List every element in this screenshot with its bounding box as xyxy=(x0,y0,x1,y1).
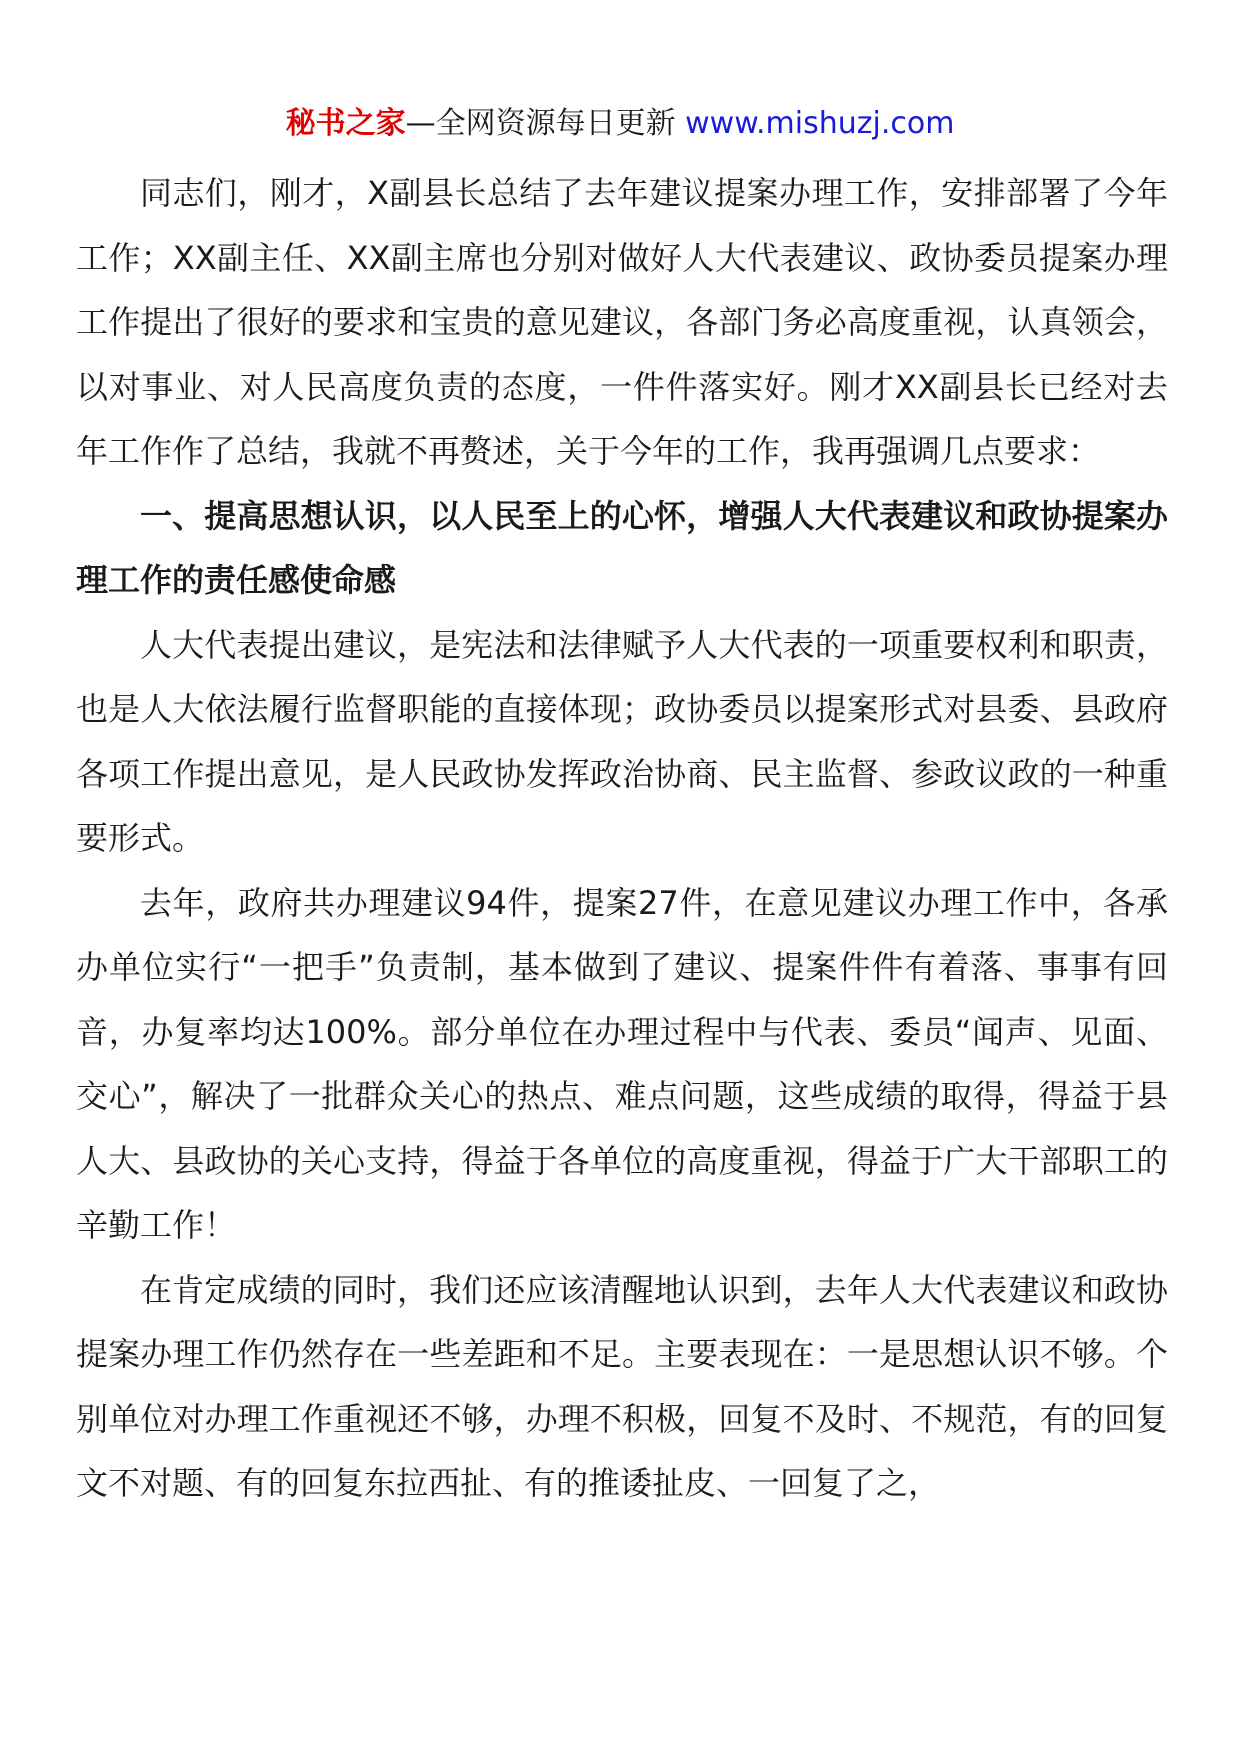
site-brand: 秘书之家 xyxy=(285,106,406,141)
section-heading-1: 一、提高思想认识，以人民至上的心怀，增强人大代表建议和政协提案办理工作的责任感使命感 xyxy=(76,496,1168,599)
paragraph-shortcomings: 在肯定成绩的同时，我们还应该清醒地认识到，去年人大代表建议和政协提案办理工作仍然存在一些差距和不足。主要表现在：一是思想认识不够。个别单位对办理工作重视还不够，办理不积极，回复不及时、不规范，有的回复文不对题、有的回复东拉西扯、有的推诿扯皮、一回复了之， xyxy=(76,1270,1168,1502)
site-tagline: —全网资源每日更新 xyxy=(405,106,686,141)
paragraph-opening: 同志们，刚才，X副县长总结了去年建议提案办理工作，安排部署了今年工作；XX副主任、XX副主席也分别对做好人大代表建议、政协委员提案办理工作提出了很好的要求和宝贵的意见建议，各部门务必高度重视，认真领会，以对事业、对人民高度负责的态度，一件件落实好。刚才XX副县长已经对去年工作作了总结，我就不再赘述，关于今年的工作，我再强调几点要求： xyxy=(76,174,1168,470)
document-body xyxy=(76,161,1168,1516)
paragraph-npc-suggestions: 人大代表提出建议，是宪法和法律赋予人大代表的一项重要权利和职责，也是人大依法履行监督职能的直接体现；政协委员以提案形式对县委、县政府各项工作提出意见，是人民政协发挥政治协商、民主监督、参政议政的一种重要形式。 xyxy=(76,625,1168,857)
paragraph-last-year-results: 去年，政府共办理建议94件，提案27件，在意见建议办理工作中，各承办单位实行“一把手”负责制，基本做到了建议、提案件件有着落、事事有回音，办复率均达100%。部分单位在办理过程中与代表、委员“闻声、见面、交心”，解决了一批群众关心的热点、难点问题，这些成绩的取得，得益于县人大、县政协的关心支持，得益于各单位的高度重视，得益于广大干部职工的辛勤工作！ xyxy=(76,883,1168,1244)
site-header xyxy=(0,102,1240,146)
site-url-link[interactable]: www.mishuzj.com xyxy=(685,106,955,141)
